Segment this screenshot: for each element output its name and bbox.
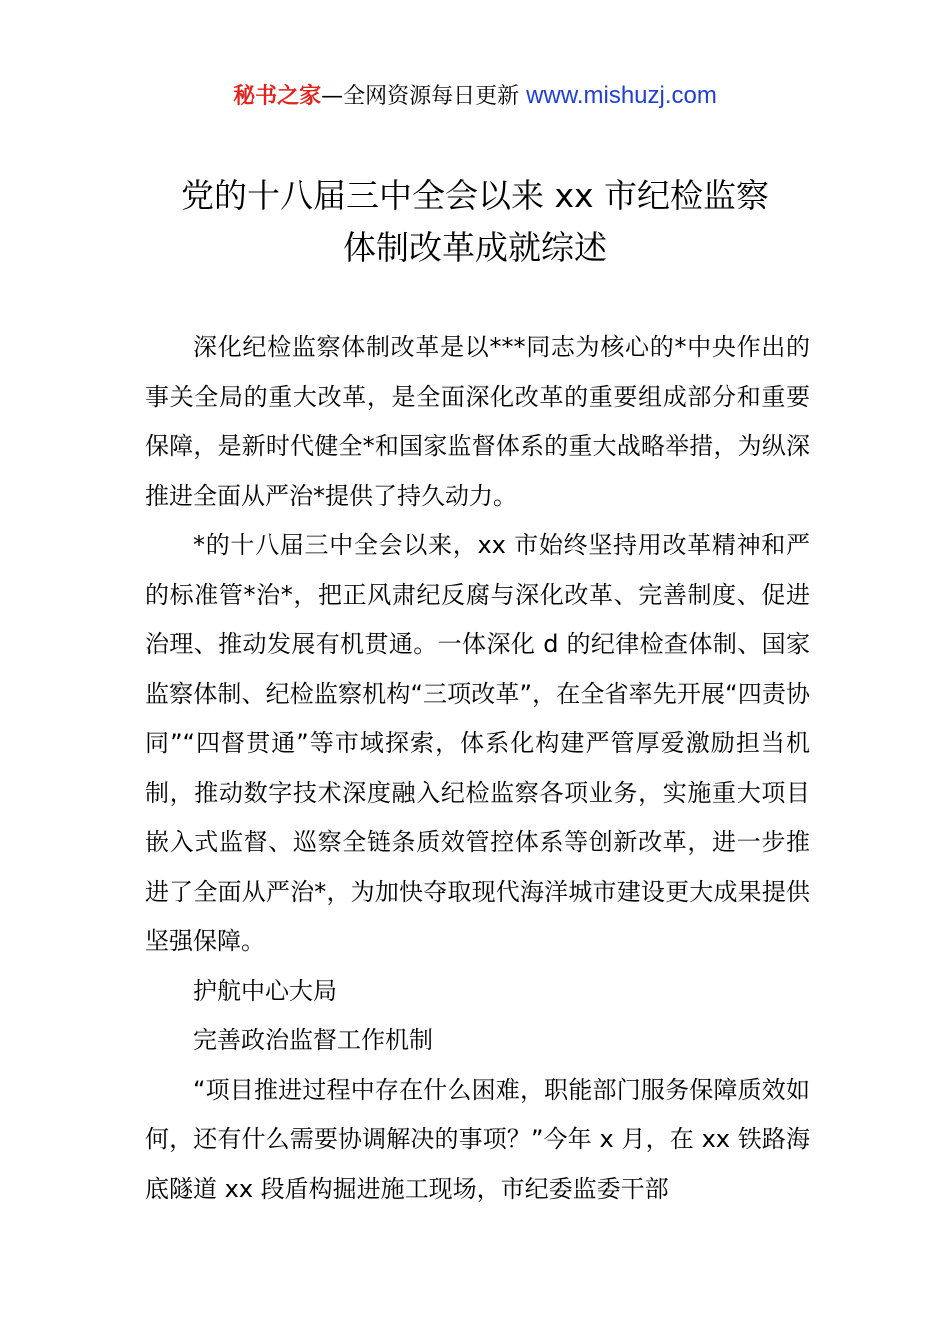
site-brand: 秘书之家 — [233, 84, 322, 109]
title-line-1: 党的十八届三中全会以来 xx 市纪检监察 — [180, 176, 770, 215]
subsection-heading: 完善政治监督工作机制 — [193, 1026, 433, 1054]
site-header — [0, 81, 950, 112]
body-paragraph: “项目推进过程中存在什么困难，职能部门服务保障质效如何，还有什么需要协调解决的事项？”今年 x 月，在 xx 铁路海底隧道 xx 段盾构掘进施工现场，市纪委监委干部 — [145, 1075, 810, 1203]
body-paragraph: *的十八届三中全会以来，xx 市始终坚持用改革精神和严的标准管*治*，把正风肃纪反腐与深化改革、完善制度、促进治理、推动发展有机贯通。一体深化 d 的纪律检查体制、国家监察体制、纪检监察机构“三项改革”，在全省率先开展“四责协同”“四督贯通”等市域探索，体系化构建严管厚爱激励担当机制，推动数字技术深度融入纪检监察各项业务，实施重大项目嵌入式监督、巡察全链条质效管控体系等创新改革，进一步推进了全面从严治*，为加快夺取现代海洋城市建设更大成果提供坚强保障。 — [145, 531, 810, 955]
body-paragraph: 深化纪检监察体制改革是以***同志为核心的*中央作出的事关全局的重大改革，是全面深化改革的重要组成部分和重要保障，是新时代健全*和国家监督体系的重大战略举措，为纵深推进全面从严治*提供了持久动力。 — [145, 333, 810, 510]
site-tagline: —全网资源每日更新 — [321, 84, 520, 109]
title-line-2: 体制改革成就综述 — [343, 228, 607, 267]
document-title — [0, 170, 950, 274]
site-url-link[interactable]: www.mishuzj.com — [526, 82, 717, 109]
document-body — [145, 323, 810, 1214]
section-heading: 护航中心大局 — [193, 976, 337, 1005]
